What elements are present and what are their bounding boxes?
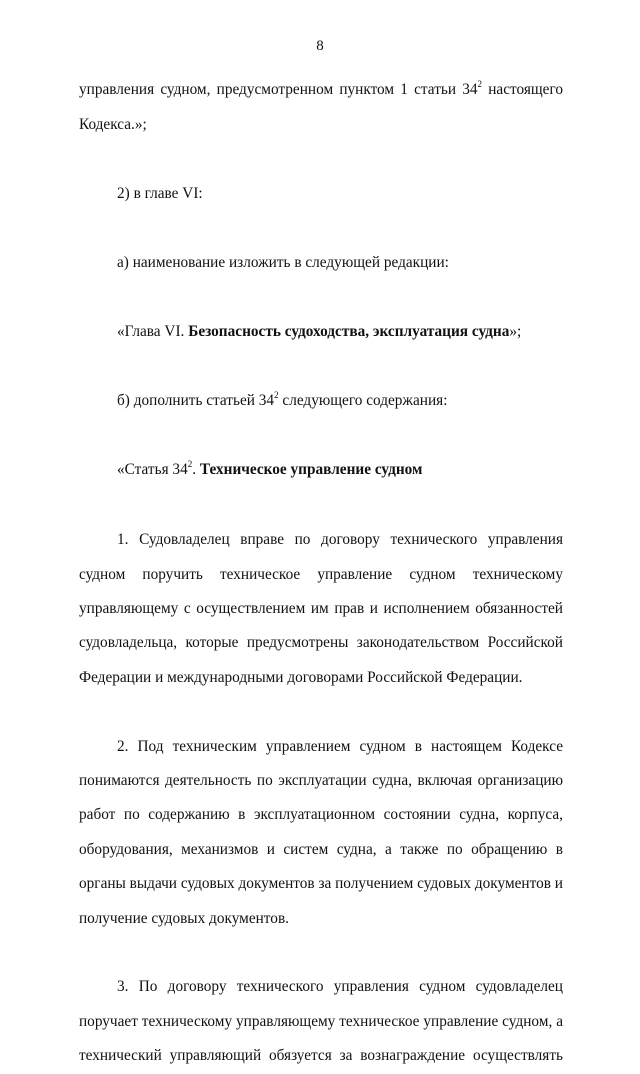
text-line: 3. По договору технического управления судном судовладелец [117,978,563,996]
chapter-title: Безопасность судоходства, эксплуатация судна [188,322,510,340]
text-line: оборудования, механизмов и систем судна, а также по обращению в [79,840,563,858]
chapter-title-line: «Глава VI. Безопасность судоходства, эксплуатация судна»; [117,322,522,340]
text-line: 2. Под техническим управлением судном в настоящем Кодексе [117,737,563,755]
paragraph-3 [79,970,563,1073]
text-line: 1. Судовладелец вправе по договору технического управления [117,531,563,549]
paragraph-2 [79,730,563,936]
list-item-b: б) дополнить статьей $34^2$ следующего содержания: [117,389,448,409]
text-line: работ по содержанию в эксплуатационном состоянии судна, корпуса, [79,806,563,824]
fragment-continuation [79,73,563,143]
page-number: 8 [316,38,324,54]
text-line: судном поручить техническое управление судном техническому [79,565,563,583]
text-line: управляющему с осуществлением им прав и исполнением обязанностей [79,600,563,617]
text-line: поручает техническому управляющему техническое управление судном, а [79,1012,563,1030]
text-line: судовладельца, которые предусмотрены законодательством Российской [79,634,563,652]
text-line: Федерации и международными договорами Российской Федерации. [79,668,523,686]
list-item-2: 2) в главе VI: [117,185,203,203]
list-item-a: а) наименование изложить в следующей редакции: [117,254,449,271]
text-line: понимаются деятельность по эксплуатации судна, включая организацию [79,772,563,790]
text-line: управления судном, предусмотренном пунктом 1 статьи $34^2$ настоящего [79,79,563,98]
article-title: Техническое управление судном [199,461,423,479]
text-line: органы выдачи судовых документов за получением судовых документов и [79,875,563,893]
text-line: получение судовых документов. [79,909,289,927]
text-line: Кодекса.»; [79,116,147,134]
article-heading: «Статья $34^2$. Техническое управление судном [117,459,423,479]
text-line: технический управляющий обязуется за вознаграждение осуществлять [79,1047,563,1065]
paragraph-1 [79,523,563,695]
document-body [79,73,563,1074]
